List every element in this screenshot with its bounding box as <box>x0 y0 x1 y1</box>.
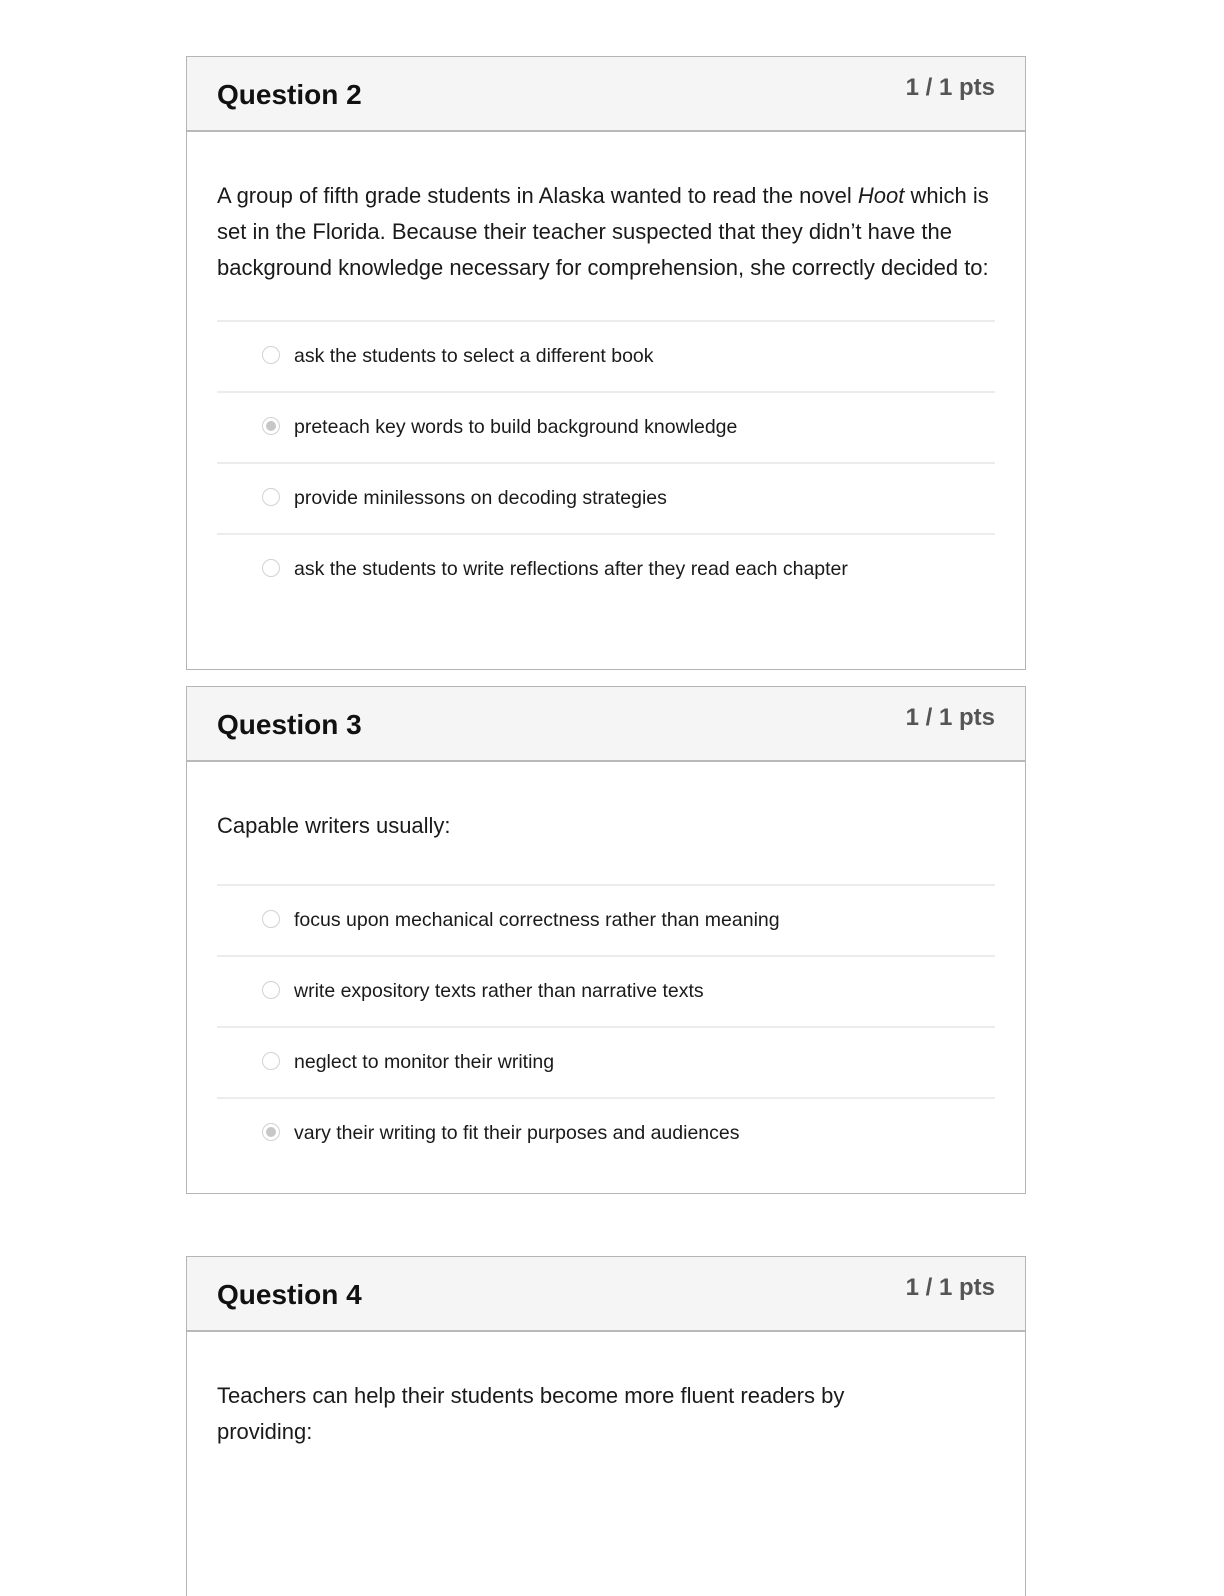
question-card <box>186 1256 1026 1596</box>
answer-option[interactable] <box>217 886 995 957</box>
question-text-part: A group of fifth grade students in Alaska wanted to read the novel <box>217 183 858 208</box>
answer-label: preteach key words to build background knowledge <box>294 416 738 438</box>
question-header <box>187 57 1025 132</box>
question-card <box>186 56 1026 670</box>
book-title: Hoot <box>857 183 905 208</box>
answer-option-selected[interactable] <box>217 393 995 464</box>
question-points: 1 / 1 pts <box>905 704 995 731</box>
radio-button[interactable] <box>262 910 280 928</box>
answer-label: write expository texts rather than narrative texts <box>294 980 704 1002</box>
radio-button[interactable] <box>262 559 280 577</box>
question-body <box>187 762 1025 1168</box>
answer-option[interactable] <box>217 535 995 604</box>
radio-button-selected[interactable] <box>262 417 280 435</box>
answer-label: ask the students to write reflections after they read each chapter <box>294 558 848 580</box>
answer-label: provide minilessons on decoding strategies <box>294 487 667 509</box>
answer-option[interactable] <box>217 957 995 1028</box>
radio-button[interactable] <box>262 1052 280 1070</box>
question-text: Capable writers usually: <box>217 813 451 838</box>
question-title: Question 2 <box>217 79 362 110</box>
answer-option[interactable] <box>217 322 995 393</box>
question-header <box>187 687 1025 762</box>
question-points: 1 / 1 pts <box>905 74 995 101</box>
question-title: Question 4 <box>217 1279 362 1310</box>
question-text-part: which is set in the Florida. Because their teacher suspected that they didn’t have the background knowledge necessary for comprehension, she correctly decided to: <box>217 183 989 280</box>
question-card <box>186 686 1026 1194</box>
question-body <box>187 132 1025 604</box>
answer-option-selected[interactable] <box>217 1099 995 1168</box>
question-points: 1 / 1 pts <box>905 1274 995 1301</box>
radio-button[interactable] <box>262 488 280 506</box>
answer-label: ask the students to select a different book <box>294 345 654 367</box>
question-body <box>187 1332 1025 1450</box>
answer-option[interactable] <box>217 1028 995 1099</box>
answer-label: neglect to monitor their writing <box>294 1051 555 1073</box>
question-header <box>187 1257 1025 1332</box>
answer-label: vary their writing to fit their purposes and audiences <box>294 1122 740 1144</box>
question-text <box>217 178 995 286</box>
answer-option[interactable] <box>217 464 995 535</box>
radio-button-selected[interactable] <box>262 1123 280 1141</box>
radio-button[interactable] <box>262 346 280 364</box>
answer-label: focus upon mechanical correctness rather than meaning <box>294 909 780 931</box>
question-text: Teachers can help their students become more fluent readers by providing: <box>217 1383 845 1444</box>
question-title: Question 3 <box>217 709 362 740</box>
radio-button[interactable] <box>262 981 280 999</box>
answer-list <box>217 884 995 1168</box>
answer-list <box>217 320 995 604</box>
